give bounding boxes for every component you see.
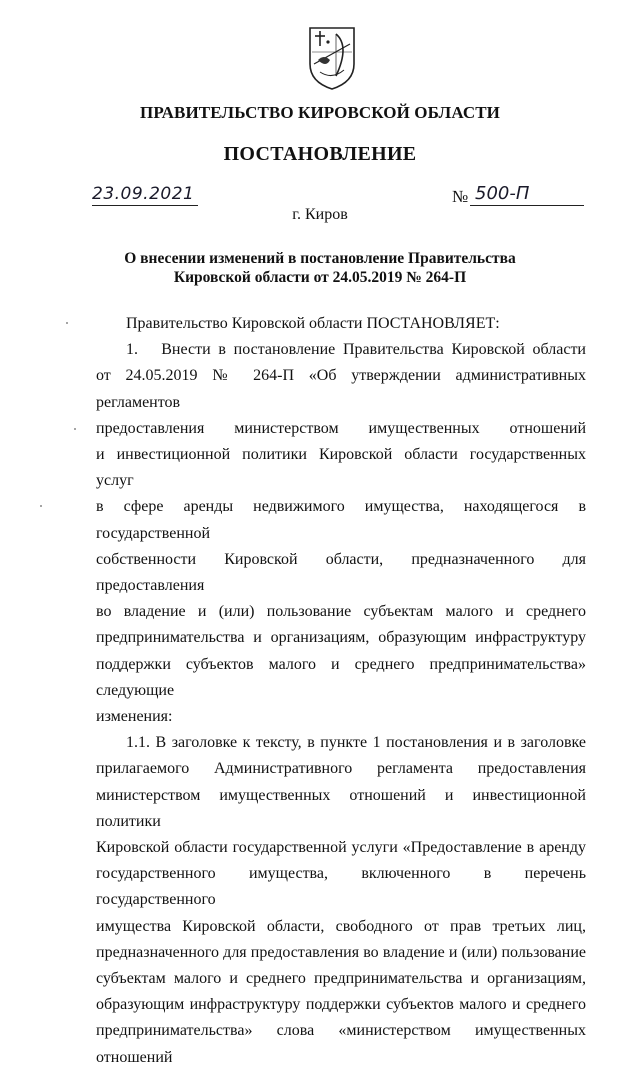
- document-type: ПОСТАНОВЛЕНИЕ: [223, 143, 417, 165]
- body-line: министерством имущественных отношений и инвестиционной политики: [96, 786, 586, 830]
- body-line: предпринимательства и организациям, образующим инфраструктуру: [96, 629, 586, 647]
- city: г. Киров: [292, 206, 348, 223]
- subject-line-1: О внесении изменений в постановление Правительства: [124, 250, 516, 267]
- number-label: №: [452, 187, 469, 206]
- body-line: предназначенного для предоставления во владение и (или) пользование: [96, 943, 586, 961]
- organization-name: ПРАВИТЕЛЬСТВО КИРОВСКОЙ ОБЛАСТИ: [140, 103, 500, 122]
- body-line: имущества Кировской области, свободного от прав третьих лиц,: [96, 917, 586, 935]
- scan-speck: [40, 505, 42, 507]
- date-handwritten: 23.09.2021: [92, 184, 195, 204]
- body-line: государственного имущества, включенного в перечень государственного: [96, 865, 586, 909]
- document-subject: [118, 249, 522, 287]
- body-line: во владение и (или) пользование субъектам малого и среднего: [96, 603, 586, 621]
- body-line: 1.1. В заголовке к тексту, в пункте 1 постановления и в заголовке: [126, 734, 586, 752]
- body-line: поддержки субъектов малого и среднего предпринимательства» следующие: [96, 655, 586, 699]
- document-body: [96, 311, 586, 1071]
- kirov-oblast-coat-of-arms-icon: [306, 24, 358, 92]
- subject-line-2: Кировской области от 24.05.2019 № 264-П: [173, 269, 467, 286]
- body-line: собственности Кировской области, предназначенного для предоставления: [96, 550, 586, 595]
- scan-speck: [74, 428, 76, 430]
- body-line: субъектам малого и среднего предпринимательства и организациям,: [96, 970, 586, 988]
- body-line: предоставления министерством имущественных отношений: [96, 419, 586, 437]
- body-line: 1. Внести в постановление Правительства Кировской области: [126, 341, 586, 359]
- body-line: предпринимательства» слова «министерством имущественных отношений: [96, 1022, 586, 1066]
- body-line: изменения:: [96, 708, 173, 726]
- preamble: Правительство Кировской области ПОСТАНОВЛЯЕТ:: [126, 315, 500, 332]
- body-line: Кировской области государственной услуги «Предоставление в аренду: [96, 839, 586, 857]
- body-line: от 24.05.2019 № 264-П «Об утверждении административных регламентов: [96, 367, 586, 411]
- body-line: прилагаемого Административного регламента предоставления: [96, 760, 586, 778]
- body-line: и инвестиционной политики Кировской области государственных услуг: [96, 446, 586, 490]
- document-number: 500-П: [475, 183, 530, 204]
- scan-speck: [66, 322, 68, 324]
- body-line: в сфере аренды недвижимого имущества, находящегося в государственной: [96, 498, 586, 542]
- body-line: образующим инфраструктуру поддержки субъектов малого и среднего: [96, 996, 586, 1014]
